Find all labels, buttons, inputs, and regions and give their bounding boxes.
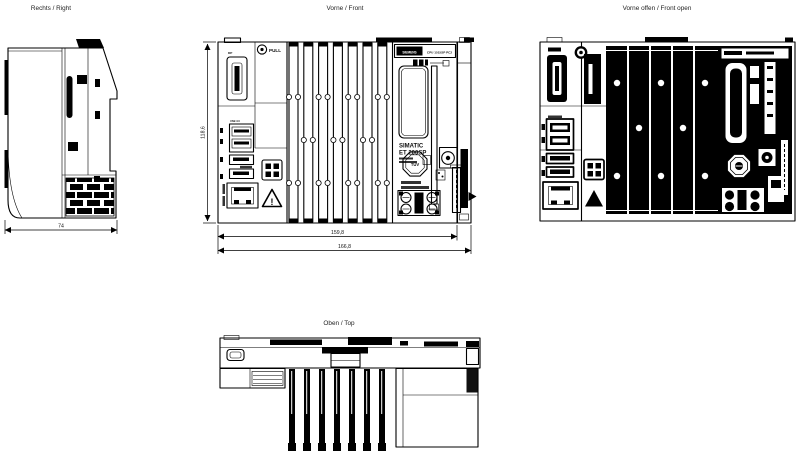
dp-label: DP bbox=[228, 51, 233, 55]
warning-triangle-icon bbox=[263, 190, 282, 209]
usb-label: USB 3.0 bbox=[230, 120, 240, 123]
dimension-depth bbox=[5, 220, 117, 234]
simatic-label-2: ET 200SP bbox=[399, 150, 427, 157]
view-front-title: Vorne / Front bbox=[326, 5, 364, 12]
front-door-window bbox=[399, 66, 428, 138]
cooling-fins-top bbox=[288, 369, 386, 451]
hinge-block bbox=[584, 54, 601, 104]
terminal-block bbox=[398, 181, 440, 216]
brand-label: SIEMENS bbox=[402, 50, 417, 55]
dimension-width-total bbox=[218, 225, 471, 254]
tuv-label: TÜV bbox=[410, 161, 420, 167]
top-center-connector bbox=[322, 347, 368, 367]
cooling-fins-open bbox=[606, 46, 718, 214]
usb-ports-icon bbox=[220, 119, 254, 179]
view-front bbox=[201, 5, 477, 254]
displayport-icon-open bbox=[547, 48, 567, 103]
view-front-open-title: Vorne offen / Front open bbox=[622, 5, 692, 12]
ethernet-port-icon-open bbox=[543, 182, 578, 209]
simatic-label-1: SIMATIC bbox=[399, 143, 424, 150]
top-left-step bbox=[220, 369, 285, 389]
dim-height-value: 118,6 bbox=[200, 126, 207, 139]
displayport-top-outline bbox=[227, 350, 244, 361]
locking-lever bbox=[430, 66, 439, 210]
view-front-open bbox=[540, 5, 795, 221]
marking-arrow bbox=[469, 192, 477, 201]
view-top-title: Oben / Top bbox=[323, 320, 355, 327]
view-right-side bbox=[5, 5, 118, 234]
pull-label: PULL bbox=[269, 48, 281, 53]
model-label: CPU 1515SP PC2 bbox=[426, 50, 453, 55]
top-right-block bbox=[396, 369, 478, 448]
displayport-icon bbox=[227, 51, 247, 100]
latch-connector bbox=[413, 60, 449, 67]
open-compartment bbox=[718, 46, 792, 214]
dimension-height bbox=[201, 42, 217, 223]
vent-grid bbox=[66, 178, 114, 216]
din-rail-clip bbox=[76, 39, 104, 48]
warning-glyph: ! bbox=[270, 197, 274, 208]
warning-triangle-icon-open bbox=[585, 190, 603, 207]
ethernet-port-icon bbox=[223, 183, 259, 208]
view-top bbox=[220, 320, 480, 451]
dim-depth-value: 74 bbox=[58, 223, 64, 230]
dim-width-total-value: 166,8 bbox=[338, 243, 351, 250]
usb-ports-icon-open bbox=[542, 116, 574, 178]
dim-width-body-value: 159,8 bbox=[331, 229, 344, 236]
cooling-fins bbox=[286, 43, 389, 222]
pull-screw-icon bbox=[257, 45, 281, 54]
keypad-icon bbox=[262, 160, 282, 180]
keypad-icon-open bbox=[584, 160, 604, 180]
side-slot bbox=[67, 76, 73, 118]
type-label-strip bbox=[395, 45, 456, 58]
view-right-title: Rechts / Right bbox=[30, 5, 72, 12]
